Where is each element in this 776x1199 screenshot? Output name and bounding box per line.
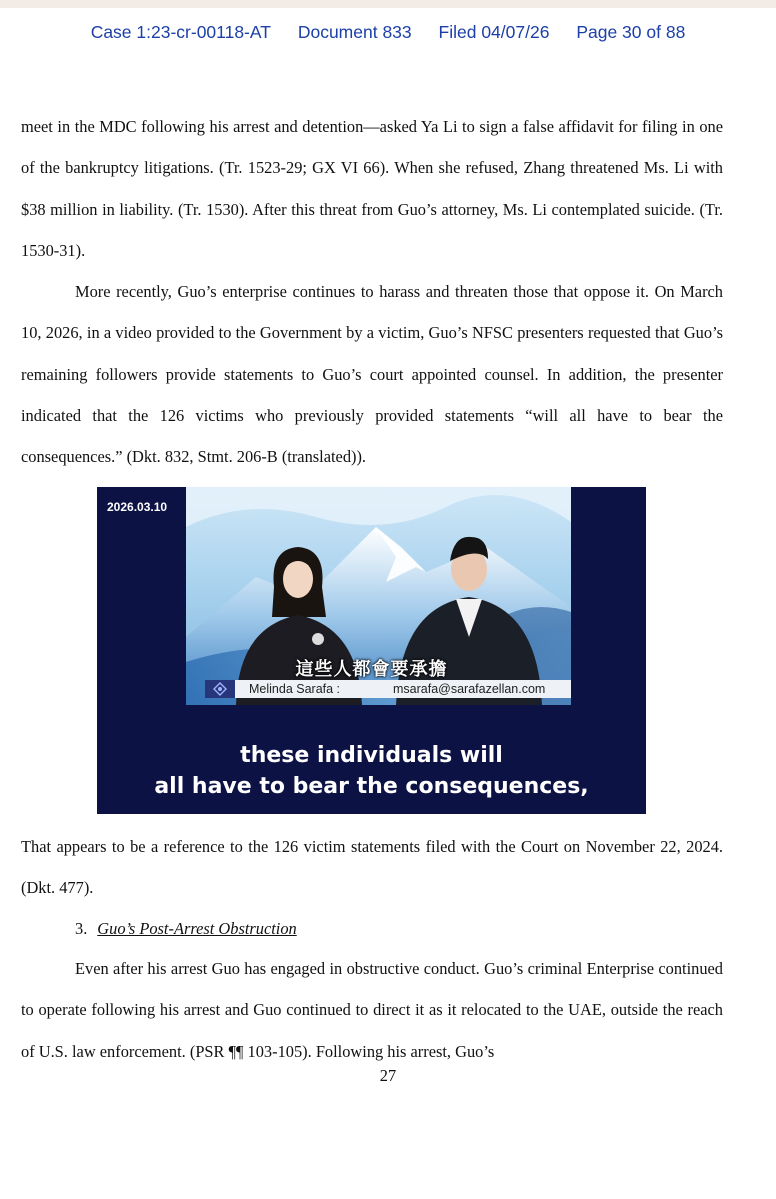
paragraph-1: meet in the MDC following his arrest and detention—asked Ya Li to sign a false affidavit for filing in one of the bankruptcy litigations. (Tr. 1523-29; GX VI 66). When she refused, Zhang threatened Ms. Li with $38 million in liability. (Tr. 1530). After this threat from Guo’s attorney, Ms. Li contemplated suicide. (Tr. 1530-31).	[21, 117, 723, 260]
document-number: Document 833	[297, 22, 412, 42]
section-heading	[75, 916, 297, 942]
english-subtitle-line-2: all have to bear the consequences,	[154, 774, 589, 799]
lower-third-name: Melinda Sarafa :	[249, 682, 341, 696]
english-subtitle	[97, 740, 646, 802]
paragraph-2: More recently, Guo’s enterprise continues to harass and threaten those that oppose it. On March 10, 2026, in a video provided to the Government by a victim, Guo’s NFSC presenters requested that Guo’s remaining followers provide statements to Guo’s court appointed counsel. In addition, the presenter indicated that the 126 victims who previously provided statements “will all have to bear the consequences.” (Dkt. 832, Stmt. 206-B (translated)).	[21, 282, 723, 467]
lower-third-banner	[205, 680, 571, 698]
section-title: Guo’s Post-Arrest Obstruction	[97, 919, 297, 938]
english-subtitle-line-1: these individuals will	[240, 743, 503, 768]
video-date-stamp: 2026.03.10	[107, 500, 168, 514]
ecf-header	[0, 22, 776, 52]
channel-logo-icon	[213, 682, 227, 696]
section-number: 3.	[75, 919, 88, 938]
lower-third-email: msarafa@sarafazellan.com	[393, 682, 546, 696]
top-strip	[0, 0, 776, 8]
video-screenshot	[97, 487, 646, 814]
paragraph-3: That appears to be a reference to the 126 victim statements filed with the Court on November 22, 2024. (Dkt. 477).	[21, 837, 723, 898]
paragraph-4: Even after his arrest Guo has engaged in obstructive conduct. Guo’s criminal Enterprise continued to operate following his arrest and Guo continued to direct it as it relocated to the UAE, outside the reach of U.S. law enforcement. (PSR ¶¶ 103-105). Following his arrest, Guo’s	[21, 959, 723, 1061]
chinese-subtitle: 這些人都會要承擔	[295, 659, 448, 680]
filed-date: Filed 04/07/26	[438, 22, 550, 42]
page-number: 27	[379, 1066, 397, 1085]
page-indicator: Page 30 of 88	[576, 22, 686, 42]
case-number: Case 1:23-cr-00118-AT	[90, 22, 271, 42]
